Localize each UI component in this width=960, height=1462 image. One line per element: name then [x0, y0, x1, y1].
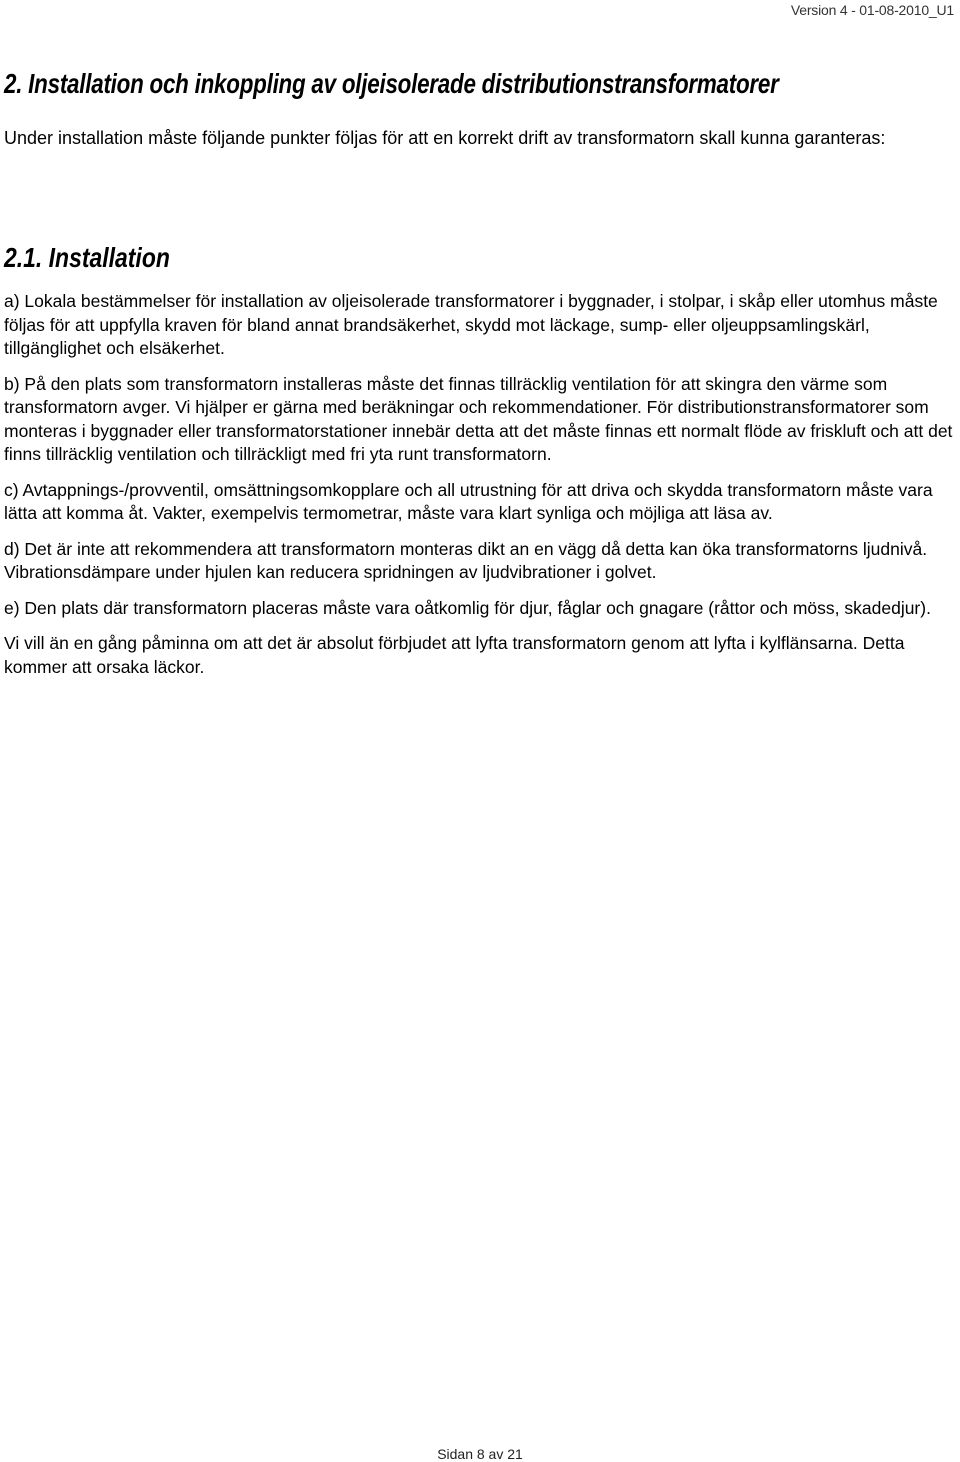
subsection-title: 2.1. Installation: [4, 242, 170, 273]
content-body: [4, 290, 954, 691]
paragraph-e: e) Den plats där transformatorn placeras måste vara oåtkomlig för djur, fåglar och gnagare (råttor och möss, skadedjur).: [4, 597, 931, 618]
version-label: Version 4 - 01-08-2010_U1: [790, 2, 954, 18]
page-number: Sidan 8 av 21: [437, 1446, 523, 1462]
paragraph-a: a) Lokala bestämmelser för installation av oljeisolerade transformatorer i byggnader, i stolpar, i skåp eller utomhus måste följas för att uppfylla kraven för bland annat brandsäkerhet, skydd mot läckage, sump- eller oljeuppsamlingskärl, tillgänglighet och elsäkerhet.: [4, 291, 938, 358]
paragraph-c: c) Avtappnings-/provventil, omsättningsomkopplare och all utrustning för att driva och skydda transformatorn måste vara lätta att komma åt. Vakter, exempelvis termometrar, måste vara klart synliga och möjliga att läsa av.: [4, 479, 933, 523]
paragraph-b: b) På den plats som transformatorn installeras måste det finnas tillräcklig ventilation för att skingra den värme som transformatorn avger. Vi hjälper er gärna med beräkningar och rekommendationer. För distributionstransformatorer som monteras i byggnader eller transformatorstationer innebär detta att det måste finnas ett normalt flöde av friskluft och att det finns tillräcklig ventilation och tillräckligt med fri yta runt transformatorn.: [4, 373, 953, 464]
paragraph-reminder: Vi vill än en gång påminna om att det är absolut förbjudet att lyfta transformatorn genom att lyfta i kylflänsarna. Detta kommer att orsaka läckor.: [4, 633, 905, 677]
paragraph-d: d) Det är inte att rekommendera att transformatorn monteras dikt an en vägg då detta kan öka transformatorns ljudnivå. Vibrationsdämpare under hjulen kan reducera spridningen av ljudvibrationer i golvet.: [4, 538, 928, 582]
section-title: 2. Installation och inkoppling av oljeisolerade distributionstransformatorer: [4, 68, 779, 99]
section-intro: Under installation måste följande punkter följas för att en korrekt drift av transformatorn skall kunna garanteras:: [4, 128, 886, 148]
